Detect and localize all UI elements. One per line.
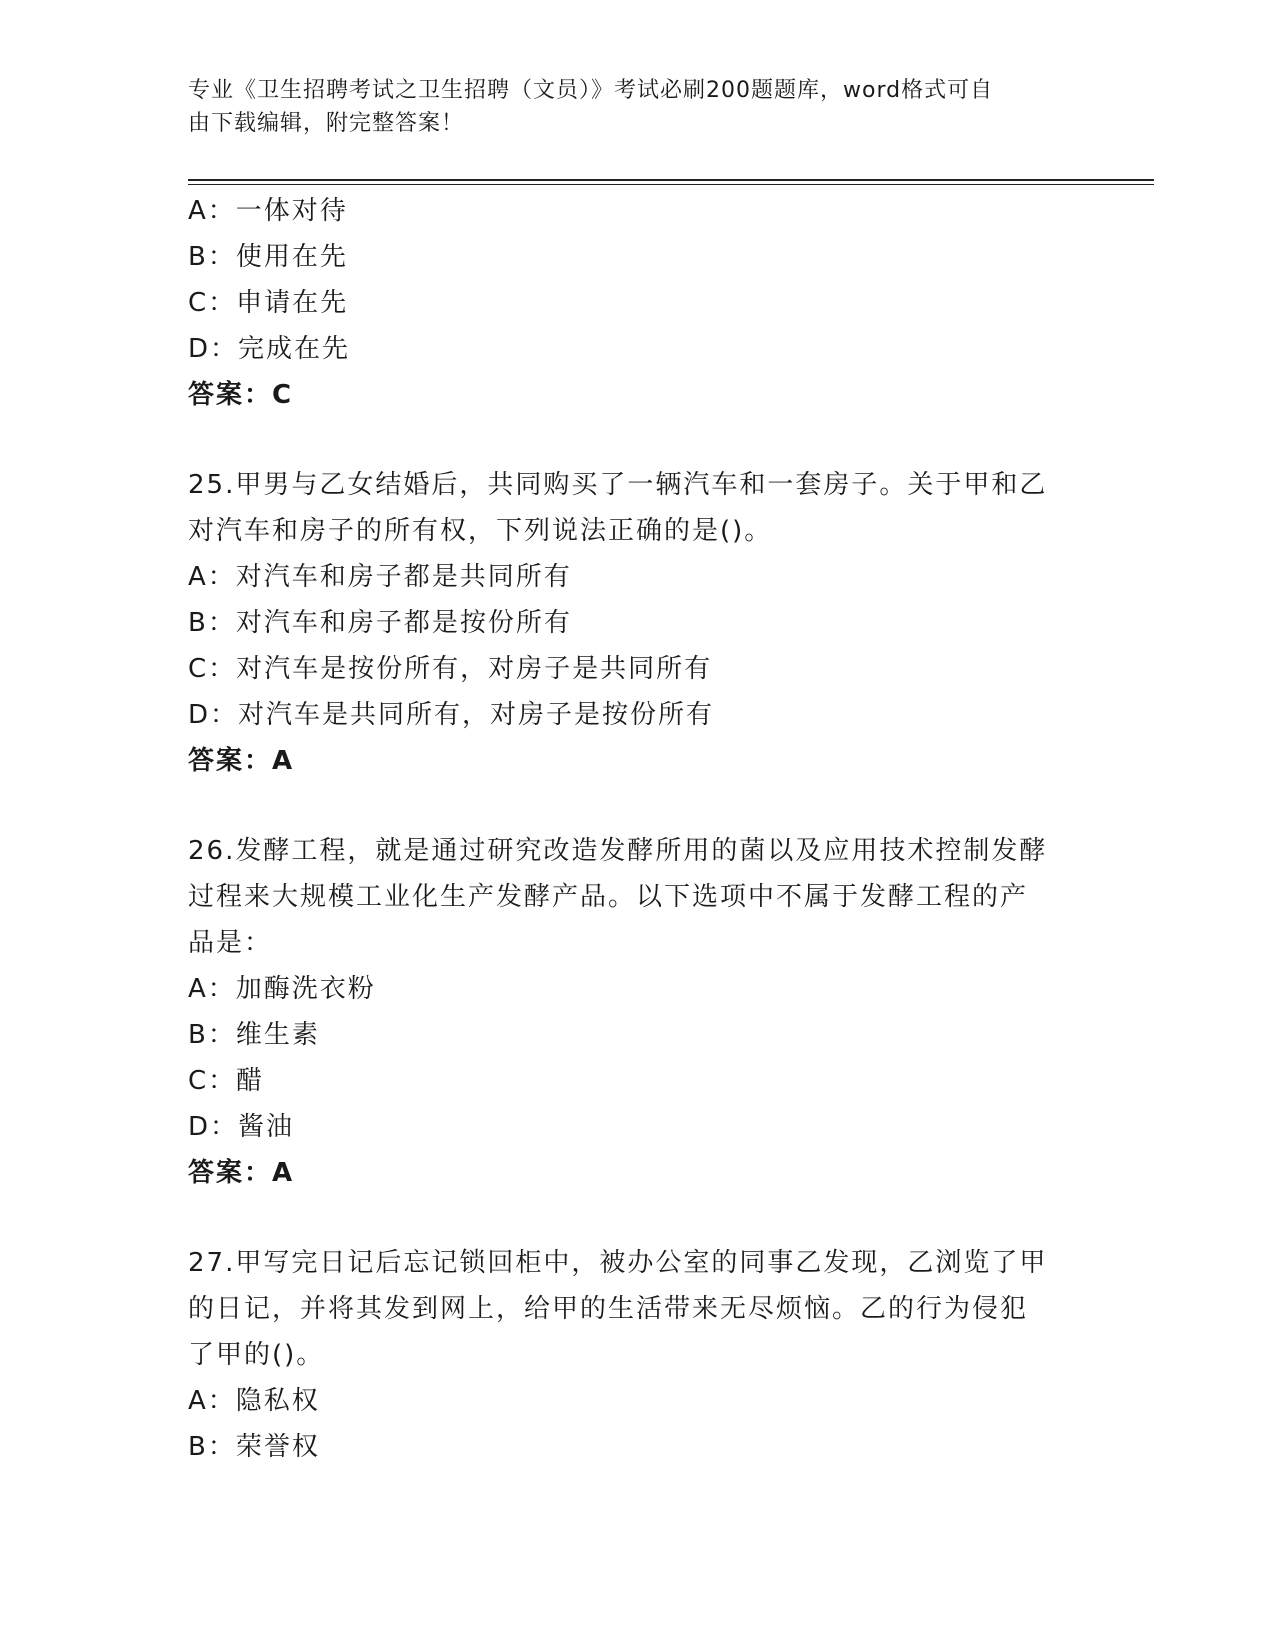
document-header <box>188 74 1068 140</box>
option-d: D：对汽车是共同所有，对房子是按份所有 <box>188 700 715 730</box>
option-a: A：一体对待 <box>188 196 348 226</box>
option-a: A：对汽车和房子都是共同所有 <box>188 562 572 592</box>
question-stem-line: 26.发酵工程，就是通过研究改造发酵所用的菌以及应用技术控制发酵 <box>188 836 1048 866</box>
question-24-options <box>188 188 1088 418</box>
answer: 答案：C <box>188 380 294 410</box>
header-divider-thick <box>188 179 1154 181</box>
question-stem-line: 25.甲男与乙女结婚后，共同购买了一辆汽车和一套房子。关于甲和乙 <box>188 470 1048 500</box>
answer: 答案：A <box>188 1158 295 1188</box>
option-a: A：加酶洗衣粉 <box>188 974 376 1004</box>
option-c: C：申请在先 <box>188 288 349 318</box>
option-b: B：维生素 <box>188 1020 320 1050</box>
header-line-2: 由下载编辑，附完整答案！ <box>188 111 465 136</box>
option-b: B：对汽车和房子都是按份所有 <box>188 608 572 638</box>
option-d: D：完成在先 <box>188 334 351 364</box>
question-26 <box>188 828 1088 1196</box>
answer: 答案：A <box>188 746 295 776</box>
option-b: B：使用在先 <box>188 242 348 272</box>
question-list <box>188 188 1088 1470</box>
option-b: B：荣誉权 <box>188 1432 320 1462</box>
header-line-1: 专业《卫生招聘考试之卫生招聘（文员）》考试必刷200题题库，word格式可自 <box>188 78 994 103</box>
header-divider-thin <box>188 184 1154 185</box>
question-stem-line: 品是： <box>188 928 273 958</box>
question-stem-line: 对汽车和房子的所有权，下列说法正确的是()。 <box>188 516 773 546</box>
question-25 <box>188 462 1088 784</box>
option-a: A：隐私权 <box>188 1386 320 1416</box>
question-stem-line: 27.甲写完日记后忘记锁回柜中，被办公室的同事乙发现，乙浏览了甲 <box>188 1248 1048 1278</box>
question-stem-line: 了甲的()。 <box>188 1340 325 1370</box>
option-c: C：对汽车是按份所有，对房子是共同所有 <box>188 654 713 684</box>
question-stem-line: 过程来大规模工业化生产发酵产品。以下选项中不属于发酵工程的产 <box>188 882 1029 912</box>
question-27 <box>188 1240 1088 1470</box>
option-d: D：酱油 <box>188 1112 295 1142</box>
question-stem-line: 的日记，并将其发到网上，给甲的生活带来无尽烦恼。乙的行为侵犯 <box>188 1294 1029 1324</box>
option-c: C：醋 <box>188 1066 265 1096</box>
